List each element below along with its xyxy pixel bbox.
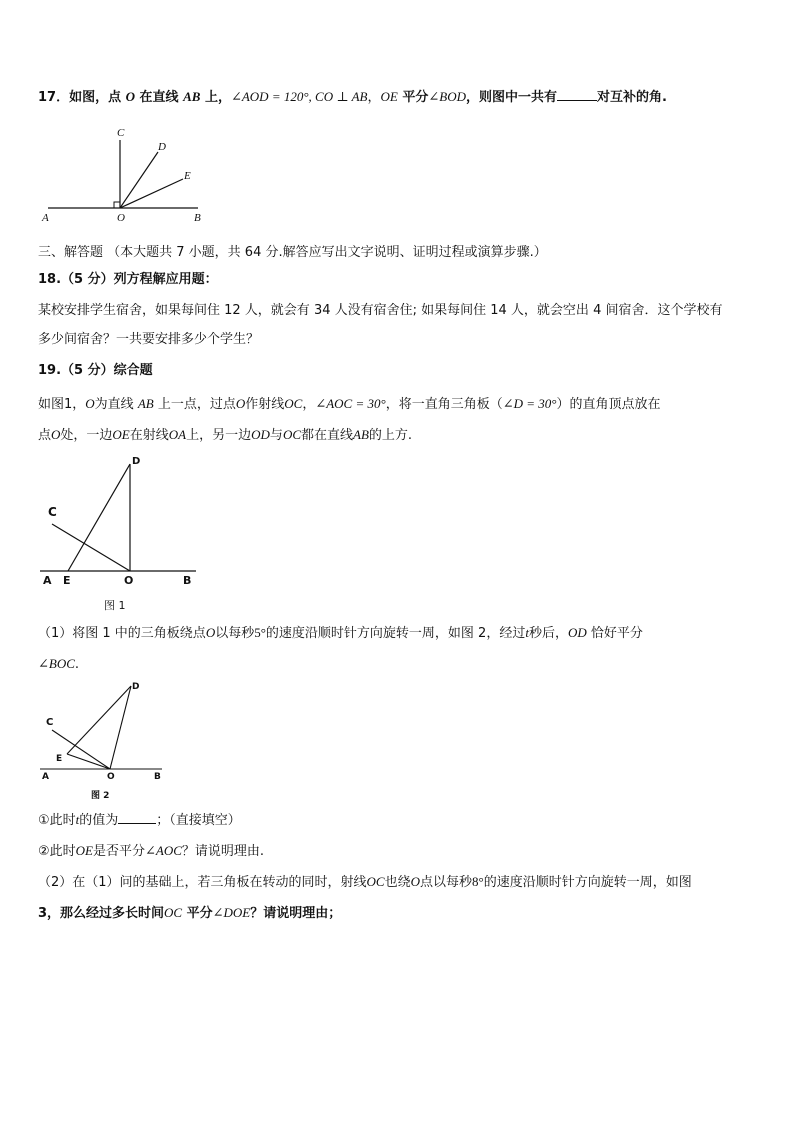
- q17-text-shang: 上，: [200, 90, 231, 105]
- q19-o1: O: [85, 396, 95, 411]
- q19-line2-f: 都在直线: [301, 428, 354, 443]
- fig2-label-o: O: [107, 772, 115, 782]
- q19-p2-oc2: OC: [164, 905, 183, 920]
- q19-s2-oe: OE: [75, 843, 93, 858]
- q19-angle-d: ∠D = 30°: [502, 396, 557, 411]
- q19-p1-e: 恰好平分: [586, 626, 643, 641]
- q19-p2-d: 的速度沿顺时针方向旋转一周，如图: [483, 875, 692, 890]
- q19-intro-a: 如图1，: [38, 397, 86, 412]
- label-d: D: [158, 141, 166, 153]
- fig1-label-a: A: [43, 574, 52, 587]
- line-ab: AB: [183, 89, 201, 104]
- q19-line2-a: 点: [38, 428, 52, 443]
- fig1-label-o: O: [124, 574, 134, 587]
- q17-comma: ，: [367, 90, 381, 105]
- q18-header: 18.（5 分）列方程解应用题：: [38, 272, 218, 287]
- q19-p2-a: （2）在（1）问的基础上，若三角板在转动的同时，射线: [38, 875, 367, 890]
- q19-part1-line2: [38, 654, 79, 675]
- q17-text-on-line: 在直线: [135, 90, 184, 105]
- fig2-side-od: [110, 686, 131, 769]
- q19-p2-oc: OC: [366, 874, 385, 889]
- label-e: E: [184, 170, 191, 182]
- q17-text: [38, 87, 667, 108]
- section-3-title: 三、解答题 （本大题共 7 小题，共 64 分.解答应写出文字说明、证明过程或演算步骤.）: [38, 245, 547, 260]
- q19-p2-angle: ∠DOE: [212, 905, 251, 920]
- q19-p1-speed: 5°: [254, 625, 266, 640]
- q19-p2-speed: 8°: [472, 874, 484, 889]
- q19-s1-b: 的值为: [79, 813, 119, 828]
- q19-s2-a: ②此时: [38, 844, 76, 859]
- q17-figure: [40, 124, 205, 224]
- fig2-label-e: E: [56, 754, 63, 764]
- q19-p2-line2-a: 3，那么经过多长时间: [38, 906, 165, 921]
- q19-header: 19.（5 分）综合题: [38, 363, 153, 378]
- q19-line2-g: 的上方.: [368, 428, 413, 443]
- q19-figure-2: [38, 678, 168, 803]
- q19-p1-a: （1）将图 1 中的三角板绕点: [38, 626, 206, 641]
- fig1-label-e: E: [63, 574, 71, 587]
- q19-s1-a: ①此时: [38, 813, 76, 828]
- fig1-caption: 图 1: [104, 599, 126, 612]
- q18-line1: 某校安排学生宿舍，如果每间住 12 人，就会有 34 人没有宿舍住; 如果每间住 14 人，就会空出 4 间宿舍．这个学校有: [38, 303, 723, 318]
- q19-line2-d: 上，另一边: [186, 428, 252, 443]
- fig2-label-c: C: [46, 717, 54, 728]
- fig2-caption: 图 2: [91, 791, 110, 801]
- q19-line2-b: 处，一边: [60, 428, 113, 443]
- fig2-side-oe: [67, 754, 110, 769]
- q19-angle-aoc: ∠AOC = 30°: [315, 396, 386, 411]
- q19-s2-angle: ∠AOC: [145, 843, 182, 858]
- q19-line2-c: 在射线: [129, 428, 169, 443]
- q19-p2-line2-c: ？请说明理由；: [250, 906, 342, 921]
- q19-oc1: OC: [284, 396, 303, 411]
- right-angle-mark: [114, 202, 120, 208]
- q19-p1-d: 秒后，: [528, 626, 568, 641]
- q17-text-bisect: 平分: [397, 90, 429, 105]
- fig1-label-d: D: [132, 456, 141, 467]
- q17-text-tail: ，则图中一共有: [465, 90, 557, 105]
- q19-part2-line2: [38, 903, 341, 924]
- q19-sub1: [38, 810, 241, 831]
- label-c: C: [117, 127, 125, 139]
- q19-s2-c: ？请说明理由.: [181, 844, 265, 859]
- q19-p1-f: .: [74, 657, 80, 672]
- q19-part1-line1: [38, 623, 643, 644]
- fig1-label-c: C: [48, 505, 57, 519]
- q19-sub2: [38, 841, 264, 862]
- q19-ab1: AB: [137, 396, 154, 411]
- point-o: O: [125, 89, 136, 104]
- q19-p1-o: O: [205, 625, 216, 640]
- q19-intro-c: 上一点，过点: [153, 397, 236, 412]
- fig2-label-b: B: [154, 772, 161, 782]
- q19-intro-e: ，: [302, 397, 316, 412]
- q19-p1-angle: ∠BOC: [38, 656, 75, 671]
- q17-prefix: 17．如图，点: [38, 90, 126, 105]
- fig2-hypotenuse-de: [67, 686, 131, 754]
- q19-oe1: OE: [112, 427, 130, 442]
- q19-intro-d: 作射线: [245, 397, 285, 412]
- fig2-label-a: A: [42, 772, 49, 782]
- q19-ab2: AB: [353, 427, 369, 442]
- q19-p1-od: OD: [567, 625, 587, 640]
- q19-p1-c: 的速度沿顺时针方向旋转一周，如图 2，经过: [265, 626, 526, 641]
- q19-oc2: OC: [282, 427, 301, 442]
- q19-line2-e: 与: [269, 428, 283, 443]
- q19-p1-b: 以每秒: [215, 626, 255, 641]
- q19-p2-line2-b: 平分: [182, 906, 213, 921]
- q19-oa1: OA: [168, 427, 187, 442]
- q19-p2-c: 点以每秒: [420, 875, 473, 890]
- angle-bod: ∠BOD: [428, 89, 466, 104]
- q19-intro-f: ，将一直角三角板（: [385, 397, 503, 412]
- q19-intro-g: ）的直角顶点放在: [556, 397, 661, 412]
- q19-p1-t: t: [525, 625, 529, 640]
- q19-intro-b: 为直线: [94, 397, 138, 412]
- fig2-label-d: D: [132, 682, 140, 692]
- q19-o3: O: [51, 427, 61, 442]
- angle-aod: ∠AOD = 120°, CO ⊥ AB: [230, 89, 368, 104]
- label-o: O: [117, 212, 125, 224]
- ray-oe: OE: [380, 89, 398, 104]
- q19-s2-b: 是否平分: [93, 844, 146, 859]
- label-b: B: [194, 212, 201, 224]
- q19-s1-c: ；（直接填空）: [156, 813, 241, 828]
- q19-p2-b: 也绕: [384, 875, 411, 890]
- q19-part2-line1: [38, 872, 692, 893]
- q19-figure-1: [38, 452, 203, 617]
- q19-s1-t: t: [75, 812, 80, 827]
- q17-text-end: 对互补的角.: [597, 90, 667, 105]
- answer-blank[interactable]: [557, 100, 597, 101]
- q19-p2-o: O: [410, 874, 421, 889]
- q19-od1: OD: [251, 427, 270, 442]
- q19-intro-line2: [38, 425, 412, 446]
- t-answer-blank[interactable]: [118, 823, 156, 824]
- label-a: A: [42, 212, 49, 224]
- fig1-label-b: B: [183, 574, 192, 587]
- fig1-hypotenuse-ed: [68, 464, 130, 571]
- q18-line2: 多少间宿舍？一共要安排多少个学生？: [38, 332, 260, 347]
- q19-intro-line1: [38, 394, 661, 415]
- q19-o2: O: [235, 396, 246, 411]
